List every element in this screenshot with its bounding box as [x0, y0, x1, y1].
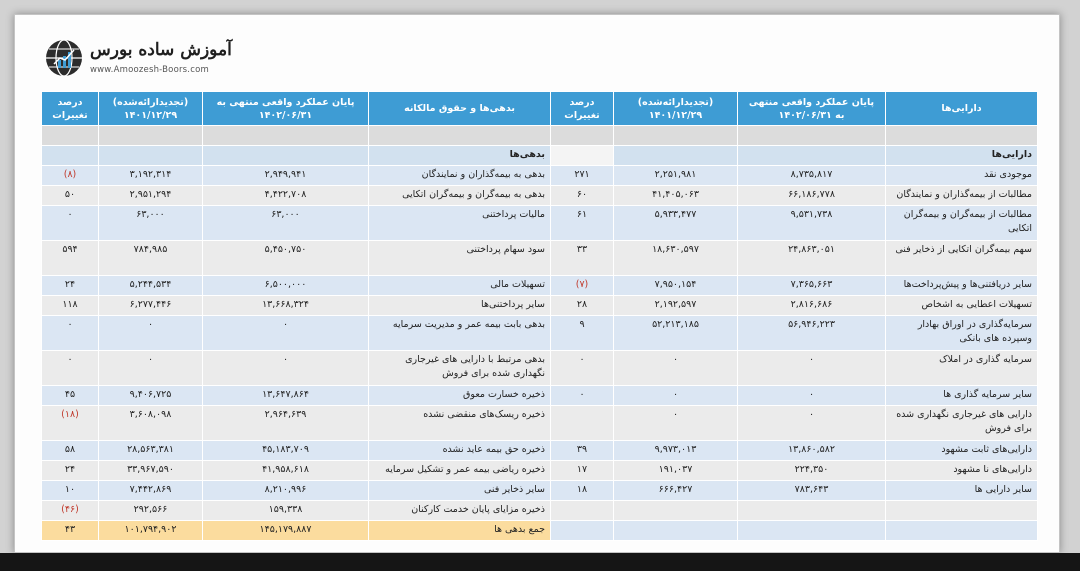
asset-name: سایر سرمایه گذاری ها	[886, 386, 1038, 406]
asset-pct: ۰	[551, 386, 614, 406]
liability-prev: ۳۳,۹۶۷,۵۹۰	[99, 461, 203, 481]
asset-pct: ۱۷	[551, 461, 614, 481]
liability-current: ۴,۴۲۲,۷۰۸	[203, 186, 369, 206]
asset-current: ۸,۷۳۵,۸۱۷	[738, 166, 886, 186]
table-row	[42, 276, 1038, 296]
table-row	[42, 481, 1038, 501]
asset-prev: ۵۲,۲۱۳,۱۸۵	[614, 316, 738, 351]
liability-pct: ۲۴	[42, 461, 99, 481]
asset-name: سایر دارایی ها	[886, 481, 1038, 501]
empty-cell	[551, 521, 614, 541]
asset-name: دارایی‌های ثابت مشهود	[886, 441, 1038, 461]
liability-current: ۱۳,۶۴۷,۸۶۴	[203, 386, 369, 406]
asset-name	[886, 501, 1038, 521]
section-assets: دارایی‌ها	[886, 146, 1038, 166]
asset-prev: ۹,۹۷۳,۰۱۳	[614, 441, 738, 461]
bottom-bar	[0, 553, 1080, 571]
asset-prev: ۱۸,۶۳۰,۵۹۷	[614, 241, 738, 276]
asset-current: ۷۸۳,۶۴۳	[738, 481, 886, 501]
asset-name: دارایی‌های نا مشهود	[886, 461, 1038, 481]
asset-name: سهم بیمه‌گران اتکایی از ذخایر فنی	[886, 241, 1038, 276]
liability-pct: (۸)	[42, 166, 99, 186]
table-header-row	[42, 92, 1038, 126]
asset-current: ۱۳,۸۶۰,۵۸۲	[738, 441, 886, 461]
asset-prev	[614, 501, 738, 521]
header-liab-current: پایان عملکرد واقعی منتهی به ۱۴۰۲/۰۶/۳۱	[203, 92, 369, 126]
asset-current: ۲,۸۱۶,۶۸۶	[738, 296, 886, 316]
asset-pct: ۳۳	[551, 241, 614, 276]
asset-prev: ۰	[614, 386, 738, 406]
liability-prev: ۶۳,۰۰۰	[99, 206, 203, 241]
asset-current: ۷,۳۶۵,۶۶۳	[738, 276, 886, 296]
asset-prev: ۶۶۶,۴۲۷	[614, 481, 738, 501]
asset-current: ۶۶,۱۸۶,۷۷۸	[738, 186, 886, 206]
total-label: جمع بدهی ها	[369, 521, 551, 541]
table-row	[42, 296, 1038, 316]
liability-current: ۲,۹۴۹,۹۴۱	[203, 166, 369, 186]
header-assets-pct: درصد تغییرات	[551, 92, 614, 126]
liability-current: ۱۵۹,۳۳۸	[203, 501, 369, 521]
liability-pct: ۴۵	[42, 386, 99, 406]
asset-current: ۰	[738, 406, 886, 441]
total-current: ۱۴۵,۱۷۹,۸۸۷	[203, 521, 369, 541]
liability-name: ذخیره مزایای پایان خدمت کارکنان	[369, 501, 551, 521]
asset-pct: ۲۷۱	[551, 166, 614, 186]
asset-pct	[551, 501, 614, 521]
empty-cell	[738, 521, 886, 541]
table-row	[42, 441, 1038, 461]
liability-current: ۱۳,۶۶۸,۳۲۴	[203, 296, 369, 316]
asset-prev: ۴۱,۴۰۵,۰۶۳	[614, 186, 738, 206]
liability-prev: ۰	[99, 316, 203, 351]
asset-prev: ۲,۱۹۲,۵۹۷	[614, 296, 738, 316]
asset-pct: ۳۹	[551, 441, 614, 461]
liability-pct: (۱۸)	[42, 406, 99, 441]
liability-current: ۵,۴۵۰,۷۵۰	[203, 241, 369, 276]
liability-current: ۶۳,۰۰۰	[203, 206, 369, 241]
table-body	[42, 126, 1038, 541]
asset-name: سایر دریافتنی‌ها و پیش‌پرداخت‌ها	[886, 276, 1038, 296]
liability-current: ۴۱,۹۵۸,۶۱۸	[203, 461, 369, 481]
asset-current: ۰	[738, 351, 886, 386]
liability-pct: ۱۱۸	[42, 296, 99, 316]
header-liabilities: بدهی‌ها و حقوق مالکانه	[369, 92, 551, 126]
asset-pct: ۲۸	[551, 296, 614, 316]
table-row	[42, 406, 1038, 441]
liability-name: بدهی بابت بیمه عمر و مدیریت سرمایه	[369, 316, 551, 351]
section-liabilities: بدهی‌ها	[369, 146, 551, 166]
liability-current: ۲,۹۶۴,۶۳۹	[203, 406, 369, 441]
asset-current: ۲۲۴,۳۵۰	[738, 461, 886, 481]
asset-prev: ۷,۹۵۰,۱۵۴	[614, 276, 738, 296]
asset-current	[738, 501, 886, 521]
liability-pct: ۵۰	[42, 186, 99, 206]
globe-chart-icon	[44, 38, 84, 78]
liability-prev: ۷,۴۴۲,۸۶۹	[99, 481, 203, 501]
liability-prev: ۹,۴۰۶,۷۲۵	[99, 386, 203, 406]
liability-current: ۶,۵۰۰,۰۰۰	[203, 276, 369, 296]
asset-prev: ۰	[614, 351, 738, 386]
liability-name: ذخیره ریاضی بیمه عمر و تشکیل سرمایه	[369, 461, 551, 481]
liability-pct: ۵۹۴	[42, 241, 99, 276]
liability-pct: ۰	[42, 351, 99, 386]
liability-pct: ۱۰	[42, 481, 99, 501]
table-row	[42, 316, 1038, 351]
liability-name: ذخیره خسارت معوق	[369, 386, 551, 406]
liability-pct: ۰	[42, 316, 99, 351]
liability-prev: ۳,۱۹۲,۳۱۴	[99, 166, 203, 186]
liability-name: بدهی به بیمه‌گران و بیمه‌گران اتکایی	[369, 186, 551, 206]
spacer-row	[42, 126, 1038, 146]
asset-current: ۹,۵۳۱,۷۳۸	[738, 206, 886, 241]
asset-name: موجودی نقد	[886, 166, 1038, 186]
site-logo[interactable]	[44, 38, 244, 82]
asset-pct: ۶۰	[551, 186, 614, 206]
liability-prev: ۷۸۴,۹۸۵	[99, 241, 203, 276]
asset-pct: ۹	[551, 316, 614, 351]
liability-prev: ۲,۹۵۱,۲۹۴	[99, 186, 203, 206]
liability-prev: ۵,۲۴۴,۵۳۴	[99, 276, 203, 296]
table-row	[42, 186, 1038, 206]
asset-name: مطالبات از بیمه‌گران و بیمه‌گران اتکایی	[886, 206, 1038, 241]
empty-cell	[614, 521, 738, 541]
asset-prev: ۱۹۱,۰۳۷	[614, 461, 738, 481]
asset-prev: ۵,۹۳۳,۴۷۷	[614, 206, 738, 241]
liability-pct: ۲۴	[42, 276, 99, 296]
asset-name: سرمایه‌گذاری در اوراق بهادار وسپرده های بانکی	[886, 316, 1038, 351]
asset-name: دارایی های غیرجاری نگهداری شده برای فروش	[886, 406, 1038, 441]
header-liab-pct: درصد تغییرات	[42, 92, 99, 126]
total-pct: ۴۳	[42, 521, 99, 541]
liability-name: مالیات پرداختنی	[369, 206, 551, 241]
liability-pct: ۰	[42, 206, 99, 241]
liability-pct: (۴۶)	[42, 501, 99, 521]
liability-name: ذخیره حق بیمه عاید نشده	[369, 441, 551, 461]
logo-name: آموزش ساده بورس	[90, 40, 232, 60]
header-assets-prev: (تجدیدارائه‌شده) ۱۴۰۱/۱۲/۲۹	[614, 92, 738, 126]
header-liab-prev: (تجدیدارائه‌شده) ۱۴۰۱/۱۲/۲۹	[99, 92, 203, 126]
liability-current: ۸,۲۱۰,۹۹۶	[203, 481, 369, 501]
asset-prev: ۰	[614, 406, 738, 441]
liability-prev: ۲۸,۵۶۳,۳۸۱	[99, 441, 203, 461]
header-assets: دارایی‌ها	[886, 92, 1038, 126]
table-row	[42, 206, 1038, 241]
asset-name: مطالبات از بیمه‌گذاران و نمایندگان	[886, 186, 1038, 206]
asset-name: تسهیلات اعطایی به اشخاص	[886, 296, 1038, 316]
liability-prev: ۰	[99, 351, 203, 386]
header-assets-current: پایان عملکرد واقعی منتهی به ۱۴۰۲/۰۶/۳۱	[738, 92, 886, 126]
section-row	[42, 146, 1038, 166]
liability-name: سود سهام پرداختنی	[369, 241, 551, 276]
total-row	[42, 521, 1038, 541]
logo-url: www.Amoozesh-Boors.com	[90, 65, 209, 75]
liability-current: ۴۵,۱۸۳,۷۰۹	[203, 441, 369, 461]
asset-pct: ۶۱	[551, 206, 614, 241]
table-row	[42, 461, 1038, 481]
asset-pct: ۰	[551, 351, 614, 386]
liability-pct: ۵۸	[42, 441, 99, 461]
liability-name: بدهی به بیمه‌گذاران و نمایندگان	[369, 166, 551, 186]
asset-current: ۰	[738, 386, 886, 406]
asset-pct	[551, 406, 614, 441]
liability-current: ۰	[203, 351, 369, 386]
asset-pct: ۱۸	[551, 481, 614, 501]
liability-name: تسهیلات مالی	[369, 276, 551, 296]
asset-name: سرمایه گذاری در املاک	[886, 351, 1038, 386]
liability-name: سایر پرداختنی‌ها	[369, 296, 551, 316]
table-row	[42, 386, 1038, 406]
asset-current: ۵۶,۹۴۶,۲۲۳	[738, 316, 886, 351]
asset-current: ۲۴,۸۶۳,۰۵۱	[738, 241, 886, 276]
liability-prev: ۲۹۲,۵۶۶	[99, 501, 203, 521]
total-prev: ۱۰۱,۷۹۴,۹۰۲	[99, 521, 203, 541]
balance-sheet-table	[41, 91, 1038, 541]
liability-name: بدهی مرتبط با دارایی های غیرجاری نگهداری شده برای فروش	[369, 351, 551, 386]
empty-cell	[886, 521, 1038, 541]
table-row	[42, 351, 1038, 386]
liability-current: ۰	[203, 316, 369, 351]
table-row	[42, 501, 1038, 521]
table-row	[42, 241, 1038, 276]
liability-prev: ۶,۲۷۷,۴۴۶	[99, 296, 203, 316]
table-row	[42, 166, 1038, 186]
liability-prev: ۳,۶۰۸,۰۹۸	[99, 406, 203, 441]
asset-pct: (۷)	[551, 276, 614, 296]
liability-name: سایر ذخایر فنی	[369, 481, 551, 501]
asset-prev: ۲,۲۵۱,۹۸۱	[614, 166, 738, 186]
liability-name: ذخیره ریسک‌های منقضی نشده	[369, 406, 551, 441]
